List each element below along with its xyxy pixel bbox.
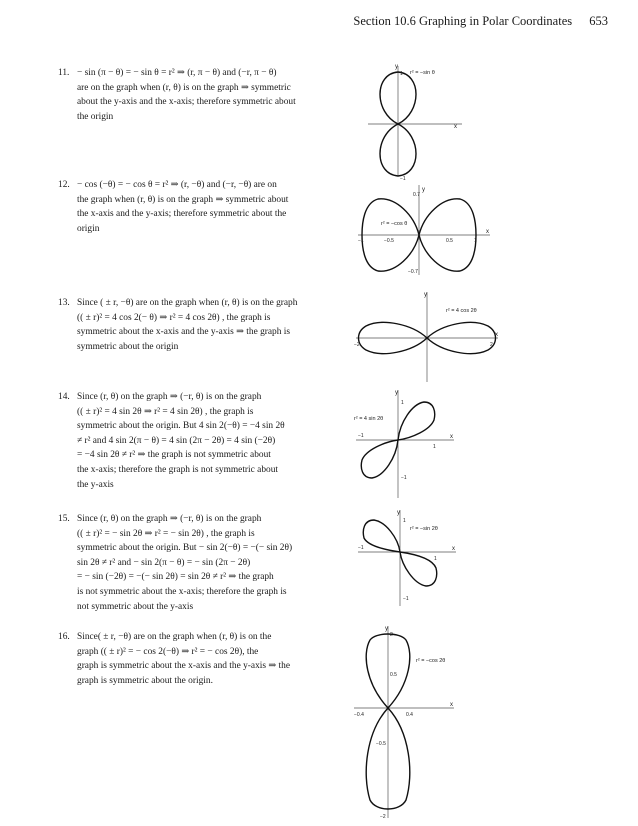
x-axis-label: x [450,434,453,440]
problem-text [77,630,339,688]
problem-text [77,512,339,614]
figure-13 [352,288,502,384]
problem-text [77,178,339,236]
tick-label: 1 [433,444,436,450]
tick-label: −0.5 [376,741,386,747]
problem-line: (( ± r)² = 4 sin 2θ ⇒ r² = 4 sin 2θ) , the graph is [77,406,254,417]
problem-number: 12. [58,180,70,190]
problem-line: about the y-axis and the x-axis; therefore symmetric about [77,97,296,108]
problem-number: 11. [58,68,70,78]
equation-label: r² = −cos 2θ [416,658,446,664]
problem-number: 14. [58,392,70,402]
tick-label: −2 [354,342,360,348]
tick-label: 0.7 [413,192,420,198]
tick-label: 0.5 [446,238,453,244]
tick-label: 1 [400,71,403,77]
y-axis-label: y [385,626,388,632]
tick-label: 1 [434,556,437,562]
problem-line: symmetric about the origin [77,341,179,352]
tick-label: 1 [474,238,477,244]
tick-label: 1 [403,518,406,524]
equation-label: r² = −sin θ [410,70,435,76]
problem-line: = −4 sin 2θ ≠ r² ⇒ the graph is not symmetric about [77,450,271,461]
figure-16 [350,624,460,822]
graph-12 [356,183,494,277]
tick-label: −1 [401,475,407,481]
x-axis-label: x [452,546,455,552]
problem-line: the origin [77,111,114,122]
graph-13 [352,288,502,384]
equation-label: r² = −sin 2θ [410,526,438,532]
x-axis-label: x [450,702,453,708]
problem-line: Since (r, θ) on the graph ⇒ (−r, θ) is on the graph [77,514,262,524]
page-number: 653 [589,14,608,28]
tick-label: 1 [401,400,404,406]
graph-11 [358,62,468,180]
problem-line: − cos (−θ) = − cos θ = r² ⇒ (r, −θ) and (−r, −θ) are on [77,180,277,190]
problem-line: symmetric about the origin. But − sin 2(−θ) = −(− sin 2θ) [77,543,293,554]
problem-line: graph is symmetric about the x-axis and the y-axis ⇒ the [77,661,291,672]
problem-line: the graph when (r, θ) is on the graph ⇒ symmetric about [77,194,289,205]
problem-number: 15. [58,514,70,524]
problem-line: Since( ± r, −θ) are on the graph when (r, θ) is on the [77,632,272,642]
equation-label: r² = 4 cos 2θ [446,308,477,314]
figure-15 [352,508,462,608]
problem-line: graph (( ± r)² = − cos 2(−θ) ⇒ r² = − cos 2θ), the [77,646,259,657]
problem-line: symmetric about the origin. But 4 sin 2(−θ) = −4 sin 2θ [77,421,285,432]
problem-line: Since ( ± r, −θ) are on the graph when (r, θ) is on the graph [77,298,298,308]
problem-line: sin 2θ ≠ r² and − sin 2(π − θ) = − sin (2π − 2θ) [77,557,251,568]
tick-label: −0.4 [354,712,364,718]
problem-line: symmetric about the x-axis and the y-axis ⇒ the graph is [77,327,291,338]
problem-line: Since (r, θ) on the graph ⇒ (−r, θ) is on the graph [77,392,262,402]
page-header [353,14,608,29]
problem-line: graph is symmetric about the origin. [77,675,213,686]
tick-label: −1 [358,433,364,439]
graph-15 [352,508,462,608]
tick-label: −1 [400,176,406,182]
problem-text [77,296,339,354]
y-axis-label: y [395,64,398,70]
figure-12 [356,183,494,277]
problem-line: ≠ r² and 4 sin 2(π − θ) = 4 sin (2π − 2θ) = 4 sin (−2θ) [77,435,276,446]
x-axis-label: x [454,124,457,130]
tick-label: 0.5 [390,672,397,678]
problem-number: 16. [58,632,70,642]
problem-number: 13. [58,298,70,308]
tick-label: −0.5 [384,238,394,244]
equation-label: r² = 4 sin 2θ [354,416,384,422]
y-axis-label: y [424,292,427,298]
problem-line: − sin (π − θ) = − sin θ = r² ⇒ (r, π − θ) and (−r, π − θ) [77,68,277,78]
figure-11 [358,62,468,180]
tick-label: 2 [490,342,493,348]
problem-line: (( ± r)² = − sin 2θ ⇒ r² = − sin 2θ) , the graph is [77,528,255,539]
problem-line: are on the graph when (r, θ) is on the graph ⇒ symmetric [77,82,291,93]
problem-text [77,66,339,124]
problem-line: the x-axis and the y-axis; therefore symmetric about the [77,209,287,220]
figure-14 [350,388,460,502]
tick-label: −2 [380,814,386,820]
tick-label: −1 [358,545,364,551]
graph-14 [350,388,460,502]
y-axis-label: y [395,390,398,396]
tick-label: −1 [403,596,409,602]
section-title: Section 10.6 Graphing in Polar Coordinates [353,14,573,28]
x-axis-label: x [486,229,489,235]
graph-16 [350,624,460,822]
problem-line: the y-axis [77,479,114,490]
tick-label: −0.7 [408,269,418,275]
problem-line: (( ± r)² = 4 cos 2(− θ) ⇒ r² = 4 cos 2θ) , the graph is [77,312,271,323]
problem-line: origin [77,223,100,234]
problem-text [77,390,339,492]
equation-label: r² = −cos θ [381,221,408,227]
tick-label: 0.4 [406,712,413,718]
y-axis-label: y [397,510,400,516]
y-axis-label: y [422,187,425,193]
tick-label: 2 [390,632,393,638]
problem-line: not symmetric about the y-axis [77,601,194,612]
x-axis-label: x [495,332,498,338]
problem-line: the x-axis; therefore the graph is not symmetric about [77,464,278,475]
problem-line: = − sin (−2θ) = −(− sin 2θ) = sin 2θ ≠ r² ⇒ the graph [77,572,274,583]
problem-line: is not symmetric about the x-axis; therefore the graph is [77,586,287,597]
tick-label: −1 [358,238,364,244]
